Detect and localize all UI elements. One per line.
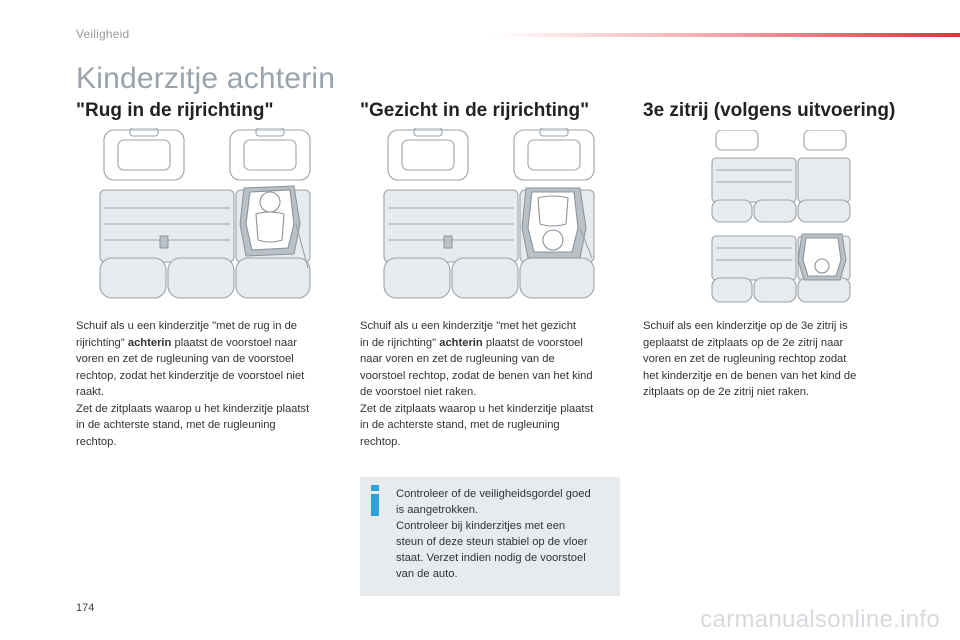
page-title: Kinderzitje achterin <box>76 62 336 95</box>
front-seat-left <box>388 128 468 180</box>
front-seat-left <box>104 128 184 180</box>
front-seat-right <box>230 128 310 180</box>
text-line: rijrichting" achterin plaatst de voorstoel naar <box>76 336 297 349</box>
child-seat <box>798 234 846 280</box>
front-seat-left <box>716 130 758 150</box>
text-line: voorstoel rechtop, zodat de benen van het kind <box>360 369 593 382</box>
rear-bench <box>384 190 518 298</box>
text-line: de voorstoel niet raken. <box>360 386 477 398</box>
heading-third-row: 3e zitrij (volgens uitvoering) <box>643 100 896 121</box>
forward-facing-seat-illustration <box>380 128 604 306</box>
info-line: is aangetrokken. <box>396 504 479 516</box>
text-line: Schuif als een kinderzitje op de 3e zitrij is <box>643 320 848 332</box>
third-row-instructions <box>643 318 893 401</box>
text-line: Zet de zitplaats waarop u het kinderzitje plaatst <box>76 402 310 415</box>
text-line: rechtop. <box>360 435 401 448</box>
text-line: voren en zet de rugleuning rechtop zodat <box>643 353 847 365</box>
forward-facing-instructions <box>360 318 622 450</box>
heading-forward-facing: "Gezicht in de rijrichting" <box>360 100 590 121</box>
info-line: Controleer of de veiligheidsgordel goed <box>396 488 591 500</box>
info-line: steun of deze steun stabiel op de vloer <box>396 536 588 548</box>
text-line: rechtop, zodat het kinderzitje de voorstoel niet <box>76 369 305 382</box>
second-row <box>712 158 850 222</box>
text-line: geplaatst de zitplaats op de 2e zitrij naar <box>643 336 844 349</box>
child-seat <box>522 188 592 258</box>
emphasis: achterin <box>127 336 172 349</box>
text-line: in de achterste stand, met de rugleuning <box>360 419 560 431</box>
page-number: 174 <box>76 602 95 614</box>
front-seat-right <box>804 130 846 150</box>
info-text <box>396 486 616 582</box>
info-line: Controleer bij kinderzitjes met een <box>396 520 566 532</box>
rear-facing-instructions <box>76 318 338 450</box>
watermark: carmanualsonline.info <box>700 606 940 633</box>
info-icon <box>368 485 382 515</box>
header-accent-rule <box>490 33 960 37</box>
text-line: in de achterste stand, met de rugleuning <box>76 419 276 431</box>
text-line: rechtop. <box>76 435 117 448</box>
text-line: Schuif als u een kinderzitje "met de rug in de <box>76 320 298 332</box>
section-label: Veiligheid <box>76 27 130 41</box>
third-row-illustration <box>708 130 854 308</box>
front-seat-right <box>514 128 594 180</box>
emphasis: achterin <box>439 336 483 349</box>
text-line: het kinderzitje en de benen van het kind de <box>643 369 857 382</box>
text-line: Zet de zitplaats waarop u het kinderzitje plaatst <box>360 402 594 415</box>
info-box <box>360 477 620 596</box>
text-line: voren en zet de rugleuning van de voorstoel <box>76 353 294 365</box>
rear-facing-seat-illustration <box>96 128 320 306</box>
info-line: van de auto. <box>396 568 458 580</box>
text-line: raakt. <box>76 386 104 398</box>
text-line: naar voren en zet de rugleuning van de <box>360 353 555 365</box>
text-line: zitplaats op de 2e zitrij niet raken. <box>643 386 810 398</box>
text-line: in de rijrichting" achterin plaatst de voorstoel <box>360 336 583 349</box>
info-line: staat. Verzet indien nodig de voorstoel <box>396 552 586 564</box>
text-line: Schuif als u een kinderzitje "met het gezicht <box>360 320 577 332</box>
rear-bench <box>100 190 234 298</box>
heading-rear-facing: "Rug in de rijrichting" <box>76 100 274 121</box>
